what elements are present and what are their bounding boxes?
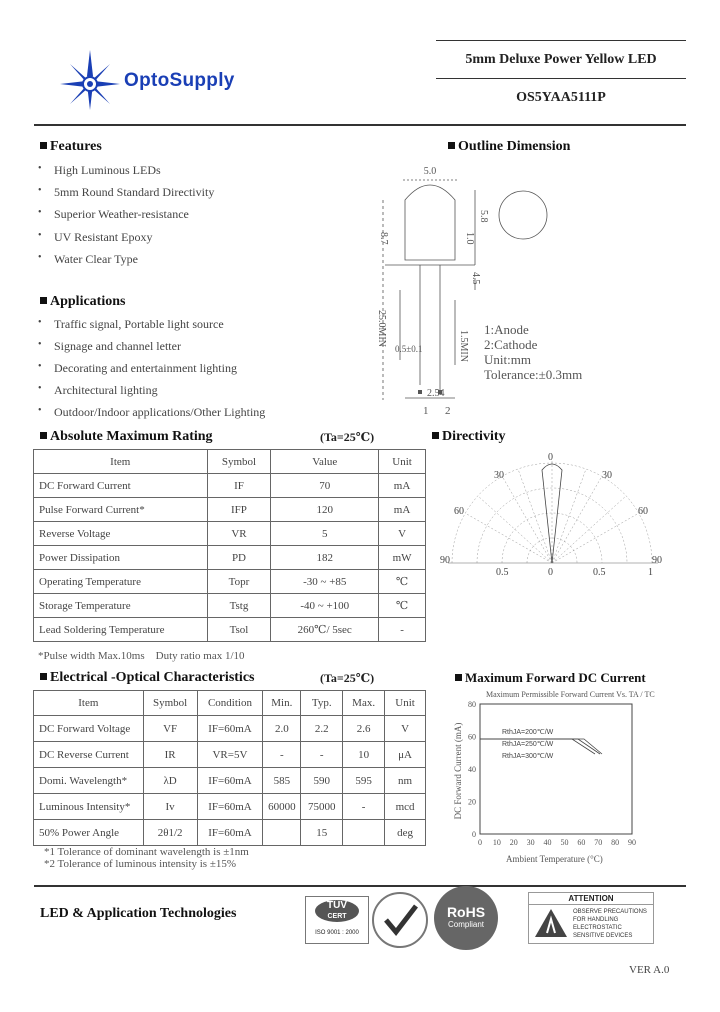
legend-tolerance: Tolerance:±0.3mm (484, 367, 583, 382)
curve-label: RthJA=200℃/W (502, 729, 554, 736)
applications-heading: Applications (40, 294, 125, 310)
tuv-badge: TÜV CERT (315, 900, 359, 922)
table-row: 50% Power Angle 2θ1/2 IF=60mA 15 deg (34, 820, 426, 846)
forward-current-chart (460, 700, 640, 850)
forward-current-heading: Maximum Forward DC Current (455, 670, 646, 686)
y-tick-label: 20 (468, 797, 476, 807)
list-item: • Superior Weather-resistance (40, 207, 189, 222)
plot-frame (480, 704, 632, 834)
table-row: Storage Temperature Tstg -40 ~ +100 ℃ (34, 594, 426, 618)
list-item: • UV Resistant Epoxy (40, 230, 152, 245)
list-item: • Outdoor/Indoor applications/Other Lighting (40, 405, 265, 420)
dim-1-5-min: 1.5MIN (458, 330, 469, 362)
dim-0-5: 0.5±0.1 (395, 344, 423, 354)
esd-warning-icon (533, 907, 569, 939)
table-row: Lead Soldering Temperature Tsol 260℃/ 5sec - (34, 618, 426, 642)
header-unit: Unit (379, 450, 426, 474)
rohs-logo: RoHS Compliant (434, 886, 498, 950)
logo (58, 48, 278, 112)
angle-label-90l: 90 (440, 555, 450, 566)
forward-current-xlabel: Ambient Temperature (°C) (506, 854, 603, 864)
electro-note-1: *1 Tolerance of dominant wavelength is ±1nm (44, 846, 249, 858)
table-row: Luminous Intensity* Iv IF=60mA 60000 75000 - mcd (34, 794, 426, 820)
list-item: • Signage and channel letter (40, 339, 181, 354)
forward-current-subtitle: Maximum Permissible Forward Current Vs. TA / TC (486, 690, 655, 699)
dim-1-0: 1.0 (464, 232, 475, 245)
dim-8-7: 8.7 (378, 232, 389, 245)
y-tick-label: 0 (472, 830, 476, 839)
legend-cathode: 2:Cathode (484, 337, 538, 352)
table-row: Power Dissipation PD 182 mW (34, 546, 426, 570)
logo-star-icon (58, 48, 122, 112)
scale-label-0: 0 (548, 567, 553, 578)
version-label: VER A.0 (629, 964, 670, 976)
abs-max-note: *Pulse width Max.10ms Duty ratio max 1/10 (38, 650, 245, 662)
angle-label-30r: 30 (602, 470, 612, 481)
x-tick-label: 30 (526, 838, 535, 847)
x-tick-label: 40 (543, 838, 552, 847)
y-tick-label: 40 (468, 765, 476, 774)
esd-attention (528, 892, 654, 944)
list-item: • 5mm Round Standard Directivity (40, 185, 214, 200)
list-item: • Water Clear Type (40, 252, 138, 267)
x-tick-label: 90 (628, 838, 636, 847)
outline-legend (484, 322, 582, 382)
angle-label-90r: 90 (652, 555, 662, 566)
table-header: Item Symbol Condition Min. Typ. Max. Unit (34, 691, 426, 716)
dim-2-54: 2.54 (427, 388, 445, 399)
header-value: Value (271, 450, 379, 474)
table-row: Operating Temperature Topr -30 ~ +85 ℃ (34, 570, 426, 594)
abs-max-table (33, 449, 426, 642)
x-tick-label: 60 (577, 838, 586, 847)
table-row: Reverse Voltage VR 5 V (34, 522, 426, 546)
directivity-chart (438, 448, 668, 578)
x-tick-label: 50 (560, 838, 569, 847)
angle-label-0: 0 (548, 452, 553, 463)
scale-label-05r: 0.5 (593, 567, 606, 578)
legend-anode: 1:Anode (484, 322, 529, 337)
table-header (34, 450, 426, 474)
dim-4-5: 4.5 (470, 272, 481, 285)
electro-heading: Electrical -Optical Characteristics (40, 670, 254, 686)
list-item: • High Luminous LEDs (40, 163, 161, 178)
y-tick-label: 60 (468, 732, 476, 742)
x-tick-label: 20 (509, 838, 518, 847)
attention-text: OBSERVE PRECAUTIONS FOR HANDLING ELECTROSTATIC SENSITIVE DEVICES (573, 909, 647, 939)
product-title: 5mm Deluxe Power Yellow LED (465, 52, 657, 67)
list-item: • Decorating and entertainment lighting (40, 361, 237, 376)
table-row: Domi. Wavelength* λD IF=60mA 585 590 595 nm (34, 768, 426, 794)
curve-label: RthJA=250℃/W (502, 741, 554, 748)
table-row: DC Forward Voltage VF IF=60mA 2.0 2.2 2.6 V (34, 716, 426, 742)
list-item: • Architectural lighting (40, 383, 158, 398)
iso-label: ISO 9001 : 2000 (315, 930, 359, 936)
angle-label-30l: 30 (494, 470, 504, 481)
scale-label-1: 1 (648, 567, 653, 578)
electro-note-2: *2 Tolerance of luminous intensity is ±15% (44, 858, 237, 870)
attention-title: ATTENTION (529, 893, 653, 905)
x-tick-label: 80 (611, 838, 620, 847)
x-tick-label: 10 (492, 838, 501, 847)
curve-label: RthJA=300℃/W (502, 753, 554, 760)
abs-max-condition: (Ta=25℃) (320, 430, 375, 444)
header-item: Item (34, 450, 208, 474)
part-number: OS5YAA5111P (516, 90, 606, 105)
pin-2: 2 (445, 405, 451, 417)
abs-max-heading: Absolute Maximum Rating (40, 429, 213, 445)
list-item: • Traffic signal, Portable light source (40, 317, 224, 332)
forward-current-ylabel: DC Forward Current (mA) (453, 722, 463, 820)
outline-heading: Outline Dimension (448, 139, 570, 155)
directivity-heading: Directivity (432, 429, 506, 445)
table-row: Pulse Forward Current* IFP 120 mA (34, 498, 426, 522)
table-row: DC Forward Current IF 70 mA (34, 474, 426, 498)
x-tick-label: 70 (594, 838, 603, 847)
electro-condition: (Ta=25℃) (320, 671, 375, 685)
company-name: LED & Application Technologies (40, 906, 237, 921)
dim-5-0: 5.0 (423, 166, 437, 177)
x-tick-label: 0 (478, 838, 482, 847)
lead-1 (418, 390, 422, 394)
dim-5-8: 5.8 (478, 210, 489, 223)
y-tick-label: 80 (468, 700, 476, 709)
logo-text: OptoSupply (124, 70, 235, 91)
dim-25-min: 25.0MIN (376, 310, 387, 347)
table-row: DC Reverse Current IR VR=5V - - 10 μA (34, 742, 426, 768)
legend-unit: Unit:mm (484, 352, 531, 367)
header-symbol: Symbol (207, 450, 271, 474)
tuv-logo (305, 896, 369, 944)
features-heading: Features (40, 139, 102, 155)
angle-label-60r: 60 (638, 506, 648, 517)
pin-1: 1 (423, 405, 429, 417)
certified-check-icon (372, 892, 428, 948)
electro-table (33, 690, 426, 846)
angle-label-60l: 60 (454, 506, 464, 517)
scale-label-05l: 0.5 (496, 567, 509, 578)
